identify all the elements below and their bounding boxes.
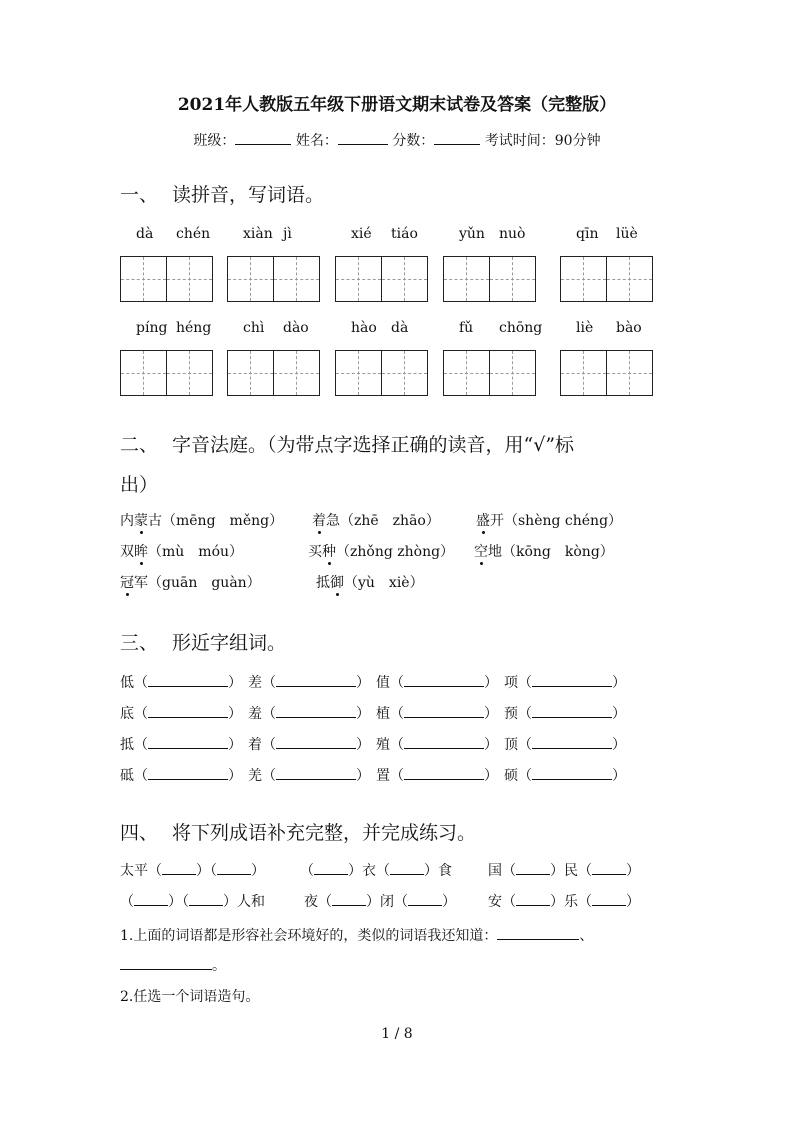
- section-1-heading: 一、 读拼音，写词语。: [120, 184, 325, 206]
- word-group-item: 羞（ ）: [248, 706, 370, 722]
- idiom-blank[interactable]: [390, 862, 424, 875]
- pinyin-label: yǔn: [459, 226, 485, 242]
- guide-line: [444, 279, 489, 280]
- pinyin-label: dà: [391, 320, 409, 336]
- pinyin-label: chōng: [499, 320, 543, 336]
- pinyin-label: jì: [283, 226, 292, 242]
- writing-cell[interactable]: [336, 257, 382, 301]
- tianzige-box[interactable]: [227, 256, 320, 302]
- guide-line: [490, 279, 535, 280]
- character-label: 差: [248, 675, 262, 691]
- word-group-item: 低（ ）: [120, 675, 242, 691]
- word-group-item: 着（ ）: [248, 737, 370, 753]
- word-blank[interactable]: [276, 736, 356, 749]
- time-label: 考试时间：90分钟: [484, 133, 601, 149]
- word-group-item: 砥（ ）: [120, 768, 242, 784]
- answer-blank[interactable]: [120, 957, 212, 970]
- word-group-item: 底（ ）: [120, 706, 242, 722]
- page-title: 2021年人教版五年级下册语文期末试卷及答案（完整版）: [177, 95, 617, 115]
- pinyin-label: dà: [136, 226, 154, 242]
- word-blank[interactable]: [404, 767, 484, 780]
- word-group-item: 殖（ ）: [376, 737, 498, 753]
- writing-cell[interactable]: [490, 351, 535, 395]
- reading-item[interactable]: 空地（kōng kòng）: [474, 544, 614, 560]
- word-group-item: 羌（ ）: [248, 768, 370, 784]
- tianzige-box[interactable]: [335, 256, 428, 302]
- guide-line: [228, 373, 273, 374]
- writing-cell[interactable]: [274, 351, 319, 395]
- guide-line: [561, 279, 606, 280]
- word-group-item: 硕（ ）: [504, 768, 626, 784]
- guide-line: [121, 373, 166, 374]
- character-label: 着: [248, 737, 262, 753]
- section-2-heading: 二、 字音法庭。（为带点字选择正确的读音，用“√”标: [120, 434, 575, 456]
- name-field[interactable]: [338, 130, 388, 145]
- section-4-heading: 四、 将下列成语补充完整，并完成练习。: [120, 822, 477, 844]
- character-label: 硕: [504, 768, 518, 784]
- word-group-item: 预（ ）: [504, 706, 626, 722]
- question-2: 2.任选一个词语造句。: [120, 989, 260, 1005]
- character-label: 置: [376, 768, 390, 784]
- writing-cell[interactable]: [228, 351, 274, 395]
- word-blank[interactable]: [404, 705, 484, 718]
- writing-cell[interactable]: [167, 257, 212, 301]
- writing-cell[interactable]: [561, 257, 607, 301]
- class-label: 班级：: [193, 133, 236, 149]
- guide-line: [274, 279, 319, 280]
- writing-cell[interactable]: [228, 257, 274, 301]
- reading-item[interactable]: 盛开（shèng chéng）: [476, 513, 623, 529]
- writing-cell[interactable]: [121, 257, 167, 301]
- score-field[interactable]: [434, 130, 480, 145]
- score-label: 分数：: [392, 133, 435, 149]
- pinyin-label: fǔ: [459, 320, 474, 336]
- section-2-heading-cont: 出）: [120, 474, 159, 496]
- pinyin-label: lüè: [616, 226, 638, 242]
- page-number: 1 / 8: [381, 1026, 413, 1042]
- word-blank[interactable]: [532, 705, 612, 718]
- reading-item[interactable]: 抵御（yù xiè）: [316, 575, 424, 591]
- word-blank[interactable]: [276, 705, 356, 718]
- tianzige-box[interactable]: [560, 256, 653, 302]
- pinyin-label: héng: [176, 320, 212, 336]
- tianzige-box[interactable]: [120, 256, 213, 302]
- guide-line: [444, 373, 489, 374]
- guide-line: [228, 279, 273, 280]
- character-label: 殖: [376, 737, 390, 753]
- pinyin-label: liè: [576, 320, 594, 336]
- idiom-blank[interactable]: [408, 893, 442, 906]
- writing-cell[interactable]: [167, 351, 212, 395]
- guide-line: [607, 373, 652, 374]
- character-label: 羌: [248, 768, 262, 784]
- writing-cell[interactable]: [607, 257, 652, 301]
- writing-cell[interactable]: [444, 257, 490, 301]
- tianzige-box[interactable]: [227, 350, 320, 396]
- word-blank[interactable]: [404, 736, 484, 749]
- word-group-item: 置（ ）: [376, 768, 498, 784]
- character-label: 项: [504, 675, 518, 691]
- character-label: 低: [120, 675, 134, 691]
- guide-line: [561, 373, 606, 374]
- word-group-item: 项（ ）: [504, 675, 626, 691]
- word-group-item: 差（ ）: [248, 675, 370, 691]
- guide-line: [121, 279, 166, 280]
- tianzige-box[interactable]: [120, 350, 213, 396]
- tianzige-box[interactable]: [335, 350, 428, 396]
- writing-cell[interactable]: [121, 351, 167, 395]
- class-field[interactable]: [235, 130, 291, 145]
- reading-item[interactable]: 冠军（guān guàn）: [120, 575, 261, 591]
- word-blank[interactable]: [276, 674, 356, 687]
- writing-cell[interactable]: [490, 257, 535, 301]
- idiom-blank[interactable]: [134, 893, 168, 906]
- writing-cell[interactable]: [336, 351, 382, 395]
- idiom-blank[interactable]: [189, 893, 223, 906]
- reading-item[interactable]: 买种（zhǒng zhòng）: [308, 544, 455, 560]
- writing-cell[interactable]: [607, 351, 652, 395]
- name-label: 姓名：: [295, 133, 338, 149]
- pinyin-label: nuò: [499, 226, 526, 242]
- guide-line: [167, 373, 212, 374]
- guide-line: [382, 279, 427, 280]
- word-group-item: 植（ ）: [376, 706, 498, 722]
- writing-cell[interactable]: [561, 351, 607, 395]
- idiom-blank[interactable]: [314, 862, 348, 875]
- word-blank[interactable]: [148, 674, 228, 687]
- idiom-row-1: 太平（ ）（ ）: [120, 863, 265, 879]
- reading-item[interactable]: 双眸（mù móu）: [120, 544, 244, 560]
- idiom-blank[interactable]: [217, 862, 251, 875]
- idiom-blank[interactable]: [592, 862, 626, 875]
- pinyin-label: chì: [243, 320, 265, 336]
- writing-cell[interactable]: [274, 257, 319, 301]
- character-label: 值: [376, 675, 390, 691]
- character-label: 顶: [504, 737, 518, 753]
- character-label: 预: [504, 706, 518, 722]
- guide-line: [490, 373, 535, 374]
- word-blank[interactable]: [532, 674, 612, 687]
- character-label: 抵: [120, 737, 134, 753]
- tianzige-box[interactable]: [443, 256, 536, 302]
- pinyin-label: bào: [616, 320, 642, 336]
- exam-meta: [0, 130, 794, 150]
- word-group-item: 抵（ ）: [120, 737, 242, 753]
- guide-line: [607, 279, 652, 280]
- section-3-heading: 三、 形近字组词。: [120, 632, 287, 654]
- guide-line: [167, 279, 212, 280]
- guide-line: [336, 279, 381, 280]
- word-blank[interactable]: [404, 674, 484, 687]
- pinyin-label: chén: [176, 226, 211, 242]
- pinyin-label: hào: [351, 320, 377, 336]
- guide-line: [336, 373, 381, 374]
- character-label: 底: [120, 706, 134, 722]
- idiom-blank[interactable]: [592, 893, 626, 906]
- pinyin-label: xiàn: [243, 226, 273, 242]
- word-blank[interactable]: [148, 767, 228, 780]
- word-group-item: 顶（ ）: [504, 737, 626, 753]
- character-label: 植: [376, 706, 390, 722]
- idiom-blank[interactable]: [332, 893, 366, 906]
- reading-item[interactable]: 着急（zhē zhāo）: [312, 513, 440, 529]
- answer-blank[interactable]: [497, 927, 579, 940]
- word-blank[interactable]: [532, 736, 612, 749]
- pinyin-label: píng: [136, 320, 168, 336]
- tianzige-box[interactable]: [443, 350, 536, 396]
- idiom-blank[interactable]: [516, 893, 550, 906]
- word-group-item: 值（ ）: [376, 675, 498, 691]
- word-blank[interactable]: [532, 767, 612, 780]
- writing-cell[interactable]: [382, 351, 427, 395]
- word-blank[interactable]: [148, 736, 228, 749]
- idiom-blank[interactable]: [516, 862, 550, 875]
- writing-cell[interactable]: [382, 257, 427, 301]
- pinyin-label: qīn: [576, 226, 599, 242]
- guide-line: [274, 373, 319, 374]
- writing-cell[interactable]: [444, 351, 490, 395]
- idiom-row-2: （ ）（ ）人和: [120, 894, 265, 910]
- character-label: 羞: [248, 706, 262, 722]
- word-blank[interactable]: [148, 705, 228, 718]
- reading-item[interactable]: 内蒙古（mēng měng）: [120, 513, 284, 529]
- guide-line: [382, 373, 427, 374]
- idiom-blank[interactable]: [162, 862, 196, 875]
- pinyin-label: dào: [283, 320, 309, 336]
- character-label: 砥: [120, 768, 134, 784]
- question-1: 1.上面的词语都是形容社会环境好的，类似的词语我还知道： 、: [120, 928, 594, 944]
- pinyin-label: xié: [351, 226, 372, 242]
- word-blank[interactable]: [276, 767, 356, 780]
- tianzige-box[interactable]: [560, 350, 653, 396]
- pinyin-label: tiáo: [391, 226, 418, 242]
